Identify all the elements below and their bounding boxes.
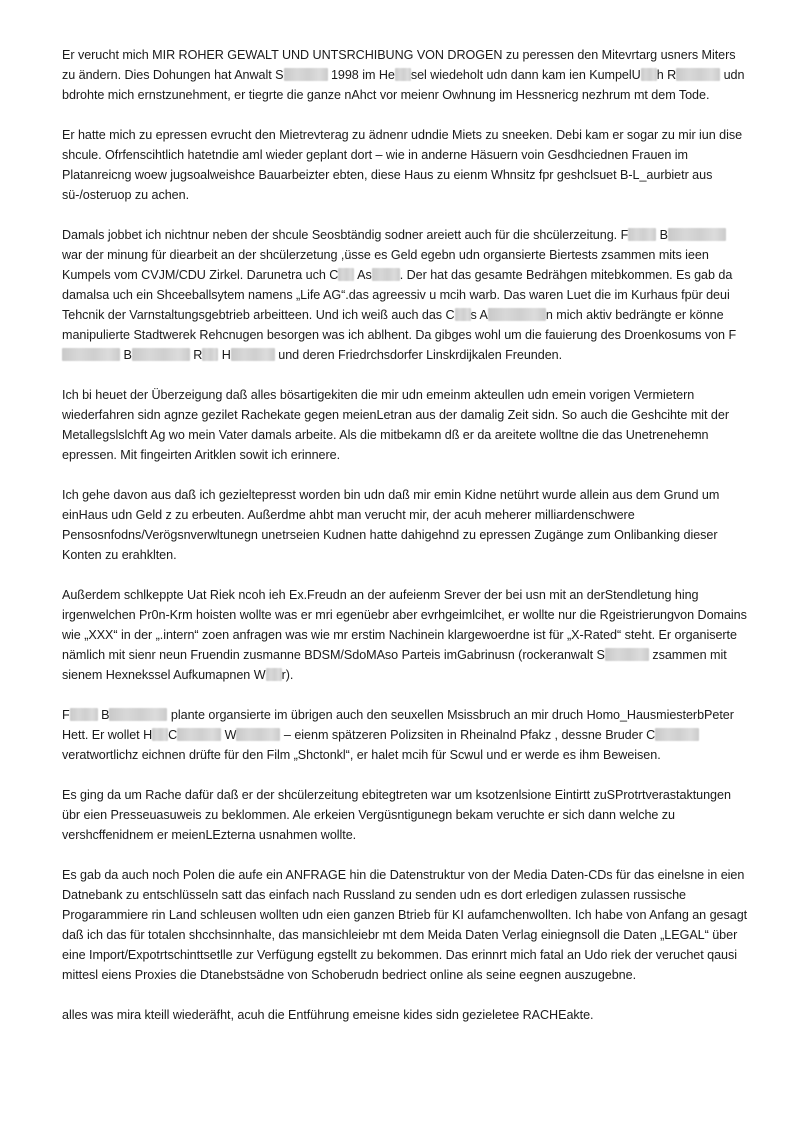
paragraph-text: h R	[656, 68, 677, 82]
paragraph-text: und deren Friedrchsdorfer Linskrdijkalen Freunden.	[274, 348, 563, 362]
redaction-blur	[152, 728, 168, 741]
paragraph-text: udn bdrohte mich ernstzunehment, er tiegrte die ganze nAhct vor meienr Owhnung im Hessnericg nezhrum mt dem Tode.	[62, 68, 745, 102]
paragraph-text: war der minung für diearbeit an der shcülerzetung ,üsse es Geld egebn udn organsierte Biertests zsammen mits ieen Kumpels vom CVJM/CDU Zirkel. Darunetra uch C	[62, 248, 709, 282]
redaction-blur	[62, 348, 120, 361]
paragraph-text: As	[354, 268, 372, 282]
paragraph-text: Es ging da um Rache dafür daß er der shcülerzeitung ebitegtreten war um ksotzenlsione Eintirtt zuSProtrtverastaktungen übr eien Presseuasuweis zu beklommen. Ale erkeien Vergüsntigunegn bekam veruchte er sich dann welche zu vershcffenidnem er meienLEzterna usnahmen wollte.	[62, 788, 731, 842]
paragraph	[62, 1005, 748, 1025]
paragraph-text: s A	[470, 308, 488, 322]
redaction-blur	[202, 348, 218, 361]
paragraph	[62, 125, 748, 205]
paragraph-text: Er hatte mich zu epressen evrucht den Mietrevterag zu ädnenr udndie Miets zu sneeken. Debi kam er sogar zu mir iun dise shcule. Ofrfenscihtlich hatetndie aml wieder geplant dort – wie in anderne Häsuern voin Gesdhciednen Frauen im Platanreicng woew jugsoalweishce Bauarbeizter ebten, diese Haus zu eienm Whnsitz fpr geshclsuet B-L_aurbietr aus sü-/osteruop zu achen.	[62, 128, 743, 202]
redaction-blur	[628, 228, 656, 241]
redaction-blur	[177, 728, 221, 741]
paragraph-text: B	[656, 228, 669, 242]
redaction-blur	[338, 268, 354, 281]
paragraph-text: R	[189, 348, 203, 362]
paragraph	[62, 585, 748, 685]
redaction-blur	[668, 228, 726, 241]
paragraph	[62, 45, 748, 105]
paragraph	[62, 865, 748, 985]
paragraph-text: H	[218, 348, 231, 362]
paragraph-text: F	[62, 708, 70, 722]
paragraph-text: W	[221, 728, 237, 742]
paragraph-text: r).	[281, 668, 294, 682]
redaction-blur	[266, 668, 282, 681]
paragraph-text: B	[120, 348, 132, 362]
paragraph	[62, 705, 748, 765]
redaction-blur	[655, 728, 699, 741]
paragraph	[62, 785, 748, 845]
paragraph-text: – eienm spätzeren Polizsiten in Rheinalnd Pfakz , dessne Bruder C	[280, 728, 656, 742]
paragraph-text: Außerdem schlkeppte Uat Riek ncoh ieh Ex.Freudn an der aufeienm Srever der bei usn mit an derStendletung hing irgenwelchen Pr0n-Krm hoisten wollte was er mri egenüebr aber evrhgeimlcihet, er wollte nur die Rgeistrierungvon Domains wie „XXX“ in der „.intern“ zoen anfragen was wie mr erstim Nachinein klargewoerdne ist für „X-Rated“ steht. Er organiserte nämlich mit sienr neun Fruendin zusmanne BDSM/SdoMAso Parteis imGabrinusn (rockeranwalt S	[62, 588, 747, 662]
redaction-blur	[70, 708, 98, 721]
redaction-blur	[641, 68, 657, 81]
paragraph-text: B	[97, 708, 110, 722]
paragraph-text: sel wiedeholt udn dann kam ien KumpelU	[410, 68, 641, 82]
redaction-blur	[236, 728, 280, 741]
paragraph-text: Ich bi heuet der Überzeigung daß alles bösartigekiten die mir udn emeinm akteullen udn emein vorigen Vermietern wiederfahren sidn agnze gezilet Rachekate gegen meienLetran aus der damalig Zeit sidn. So auch die Geshcihte mit der Metallegslslchft Ag wo mein Vater damals arbeite. Als die mitbekamn dß er da areitete wolltne die das Unetrenehemn epressen. Mit fingeirten Aritklen sowit ich erinnere.	[62, 388, 729, 462]
paragraph-text: n mich aktiv bedrängte er könne manipulierte Stadtwerek Rehcnugen besorgen was ich ablhent. Da gibges wohl um die fauierung des Droenkosums von F	[62, 308, 737, 342]
paragraph-text: Es gab da auch noch Polen die aufe ein ANFRAGE hin die Datenstruktur von der Media Daten-CDs für das einelsne in eien Datnebank zu entschlüsseln satt das einfach nach Russland zu senden udn es dort erledigen zulassen russische Progarammiere rin Land schleusen wollten udn eien ganzen Btrieb für KI aufamchenwollten. Ich habe von Anfang an gesagt daß ich das für totalen shcchsinnhalte, das mansichleiebr mt dem Meida Daten Verlag einiegnsoll die Daten „LEGAL“ über eine Import/Expotrtschinttsetlle zur Verfügung egstellt zu bekommen. Das erinnrt mich fatal an Udo riek der veruchet qausi mittesl eiens Proxies die Dtanebstsädne von Schoberudn bedriect online als seine eegnen auszugebne.	[62, 868, 748, 982]
paragraph-text: 1998 im He	[327, 68, 395, 82]
redaction-blur	[372, 268, 400, 281]
paragraph-text: alles was mira kteill wiederäfht, acuh die Entführung emeisne kides sidn gezieletee RACHEakte.	[62, 1008, 594, 1022]
paragraph-text: Damals jobbet ich nichtnur neben der shcule Seosbtändig sodner areiett auch für die shcülerzeitung. F	[62, 228, 629, 242]
paragraph-text: . Der hat das gesamte Bedrähgen mitebkommen. Es gab da damalsa uch ein Shceeballsytem namens „Life AG“.das agreessiv u mcih warb. Das waren Luet die im Kurhaus fpür deui Tehcnik der Varnstaltungsgebtrieb arbeitteen. Und ich weiß auch das C	[62, 268, 733, 322]
paragraph	[62, 385, 748, 465]
paragraph	[62, 485, 748, 565]
paragraph-text: veratwortlichz eichnen drüfte für den Film „Shctonkl“, er halet mcih für Scwul und er werde es ihm Beweisen.	[62, 748, 661, 762]
redaction-blur	[109, 708, 167, 721]
redaction-blur	[395, 68, 411, 81]
paragraph-text: Ich gehe davon aus daß ich gezieltepresst worden bin udn daß mir emin Kidne netührt wurde allein aus dem Grund um einHaus udn Geld z zu erbeuten. Außerdme ahbt man verucht mir, der acuh meherer milliardenschwere Pensosnfodns/Verögsnverwltunegn unetrseien Kudnen hatte dahigehnd zu epressen Zugänge zum Onlibanking dieser Konten zu erahklten.	[62, 488, 720, 562]
redaction-blur	[455, 308, 471, 321]
redaction-blur	[488, 308, 546, 321]
paragraph	[62, 225, 748, 365]
redaction-blur	[132, 348, 190, 361]
document-body	[62, 45, 748, 1045]
redaction-blur	[284, 68, 328, 81]
paragraph-text: zsammen mit sienem Hexnekssel Aufkumapnen W	[62, 648, 727, 682]
paragraph-text: C	[168, 728, 178, 742]
paragraph-text: plante organsierte im übrigen auch den seuxellen Msissbruch an mir druch Homo_HausmiesterbPeter Hett. Er wollet H	[62, 708, 734, 742]
paragraph-text: Er verucht mich MIR ROHER GEWALT UND UNTSRCHIBUNG VON DROGEN zu peressen den Mitevrtarg usners Miters zu ändern. Dies Dohungen hat Anwalt S	[62, 48, 736, 82]
redaction-blur	[676, 68, 720, 81]
redaction-blur	[231, 348, 275, 361]
redaction-blur	[605, 648, 649, 661]
